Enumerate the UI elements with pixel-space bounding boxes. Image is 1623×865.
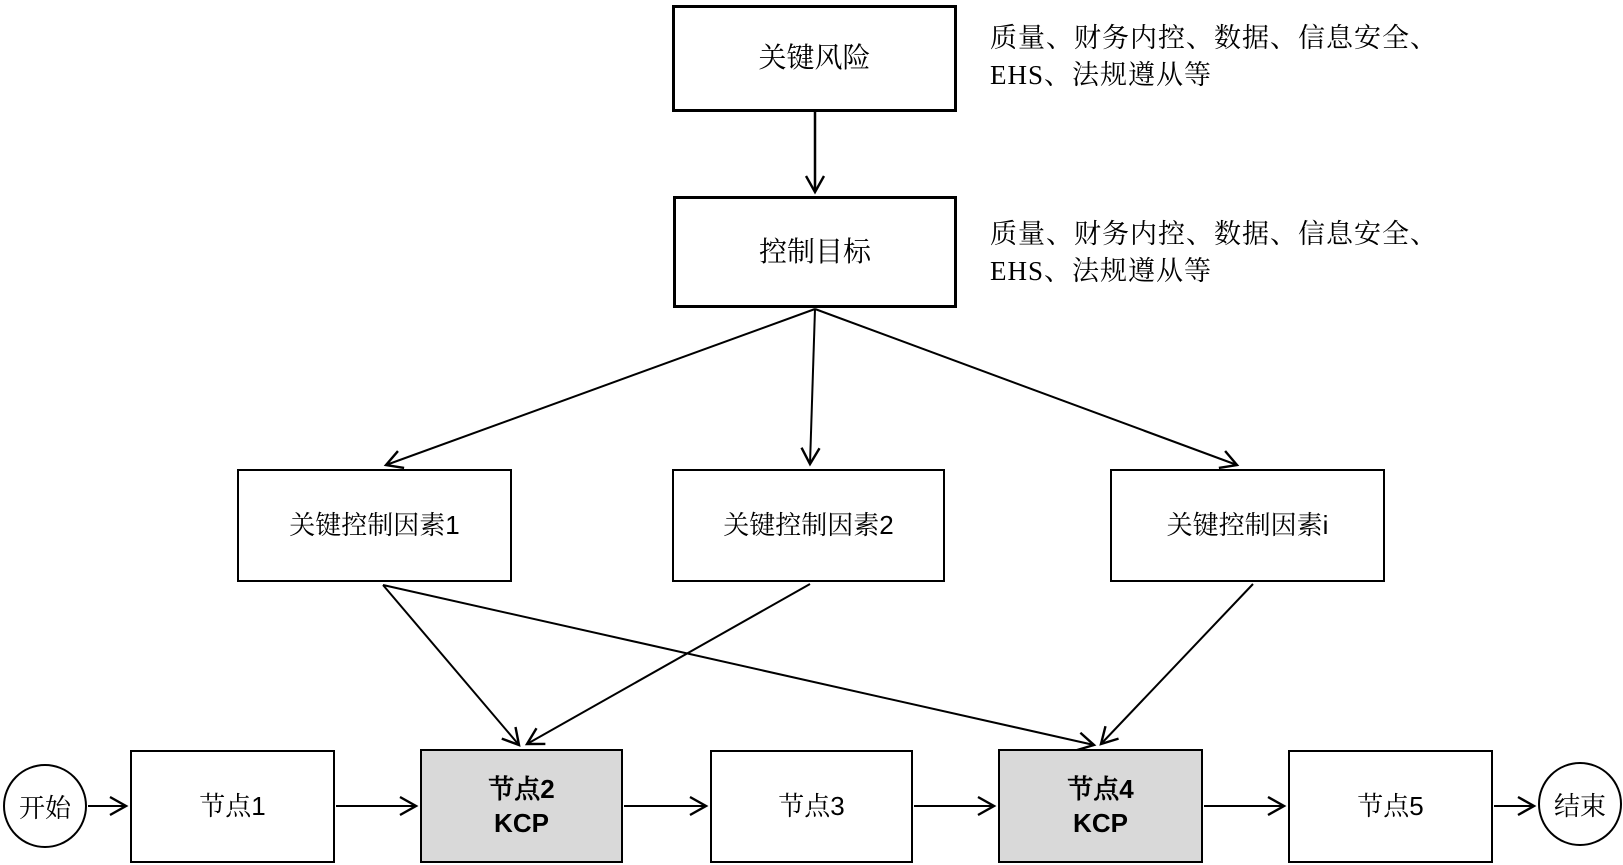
node3-label: 节点3 bbox=[778, 790, 845, 821]
risk-annotation bbox=[990, 20, 1438, 94]
node4-kcp-text bbox=[1067, 772, 1133, 840]
node5-box bbox=[1288, 750, 1493, 863]
objective-annotation bbox=[990, 216, 1438, 290]
arrow-objective-to-factor1 bbox=[386, 309, 815, 465]
end-terminator bbox=[1538, 762, 1622, 846]
start-label: 开始 bbox=[18, 792, 71, 823]
factor-i-label: 关键控制因素i bbox=[1166, 509, 1329, 540]
arrow-factor2-to-node2 bbox=[527, 584, 810, 744]
node4-kcp-tag: KCP bbox=[1073, 808, 1128, 838]
risk-annotation-line1: 质量、财务内控、数据、信息安全、 bbox=[990, 23, 1438, 53]
objective-box-label: 控制目标 bbox=[758, 235, 871, 267]
start-terminator bbox=[3, 764, 87, 848]
objective-annotation-line1: 质量、财务内控、数据、信息安全、 bbox=[990, 219, 1438, 249]
factor1-label: 关键控制因素1 bbox=[289, 509, 460, 540]
risk-box bbox=[672, 5, 957, 112]
node5-label: 节点5 bbox=[1357, 790, 1424, 821]
factor2-box bbox=[672, 469, 945, 582]
factor2-label: 关键控制因素2 bbox=[723, 509, 894, 540]
risk-annotation-line2: EHS、法规遵从等 bbox=[990, 60, 1213, 90]
node2-kcp-tag: KCP bbox=[494, 808, 549, 838]
factor1-box bbox=[237, 469, 512, 582]
end-label: 结束 bbox=[1553, 790, 1606, 821]
node1-box bbox=[130, 750, 335, 863]
arrow-objective-to-factor2 bbox=[810, 309, 815, 464]
arrow-objective-to-factor-i bbox=[815, 309, 1237, 465]
node1-label: 节点1 bbox=[199, 790, 266, 821]
node2-kcp-text bbox=[488, 772, 554, 840]
node3-box bbox=[710, 750, 913, 863]
arrow-factor1-to-node2 bbox=[383, 585, 519, 745]
node4-label: 节点4 bbox=[1067, 774, 1134, 804]
risk-box-label: 关键风险 bbox=[758, 42, 871, 74]
node4-kcp-box bbox=[998, 749, 1203, 863]
arrow-factor1-to-node4 bbox=[383, 585, 1094, 745]
objective-annotation-line2: EHS、法规遵从等 bbox=[990, 256, 1213, 286]
arrow-factor-i-to-node4 bbox=[1101, 584, 1253, 744]
node2-label: 节点2 bbox=[488, 774, 555, 804]
factor-i-box bbox=[1110, 469, 1385, 582]
objective-box bbox=[673, 196, 957, 308]
node2-kcp-box bbox=[420, 749, 623, 863]
